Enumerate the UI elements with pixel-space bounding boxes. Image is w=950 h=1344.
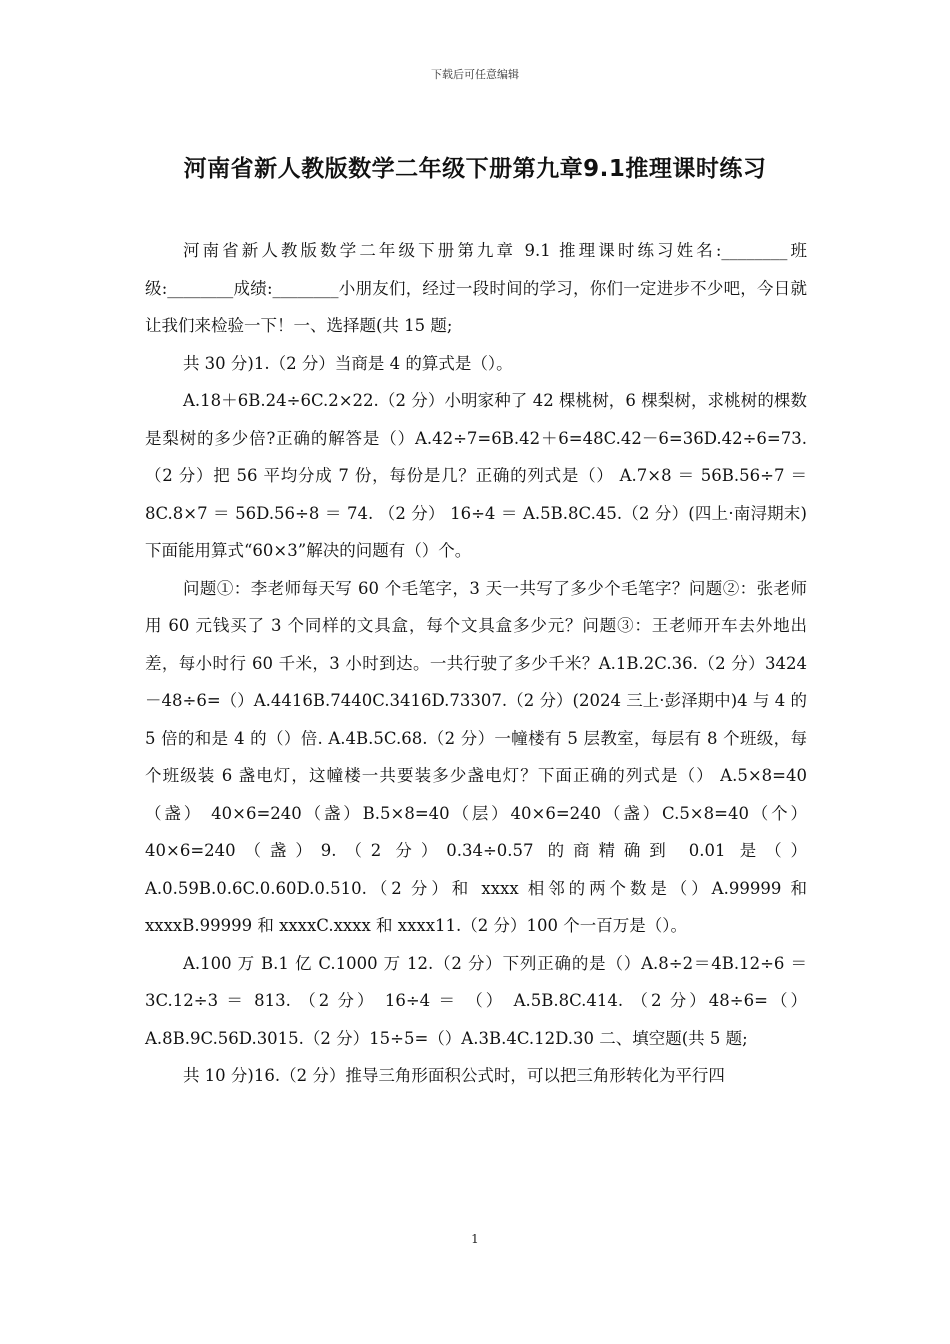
- paragraph: 共 30 分)1.（2 分）当商是 4 的算式是（）。: [182, 353, 513, 373]
- paragraph: A.100 万 B.1 亿 C.1000 万 12.（2 分）下列正确的是（）A.8÷2＝4B.12÷6 ＝ 3C.12÷3 ＝ 813. （2 分） 16÷4 ＝ （） A.5B.8C.414. （2 分）48÷6=（）A.8B.9C.56D.3015.（2 分）15÷5=（）A.3B.4C.12D.30 二、填空题(共 5 题;: [145, 953, 807, 1048]
- paragraph: 共 10 分)16.（2 分）推导三角形面积公式时，可以把三角形转化为平行四: [182, 1066, 725, 1085]
- paragraph: 问题①：李老师每天写 60 个毛笔字，3 天一共写了多少个毛笔字？问题②：张老师用 60 元钱买了 3 个同样的文具盒，每个文具盒多少元？问题③：王老师开车去外地出差，每小时行 60 千米，3 小时到达。一共行驶了多少千米？A.1B.2C.36.（2 分）3424－48÷6=（）A.4416B.7440C.3416D.73307.（2 分）(2024 三上·彭泽期中)4 与 4 的 5 倍的和是 4 的（）倍. A.4B.5C.68.（2 分）一幢楼有 5 层教室，每层有 8 个班级，每个班级装 6 盏电灯，这幢楼一共要装多少盏电灯？下面正确的列式是（） A.5×8=40 （盏） 40×6=240（盏）B.5×8=40（层）40×6=240（盏）C.5×8=40（个）40×6=240（盏）9.（2 分）0.34÷0.57 的商精确到 0.01 是（）A.0.59B.0.6C.0.60D.0.510.（2 分）和 xxxx 相邻的两个数是（）A.99999 和 xxxxB.99999 和 xxxxC.xxxx 和 xxxx11.（2 分）100 个一百万是（）。: [145, 578, 807, 935]
- document-body: [145, 232, 807, 1095]
- page-header: 下载后可任意编辑: [431, 68, 519, 81]
- paragraph: 河南省新人教版数学二年级下册第九章 9.1 推理课时练习姓名:________班级:________成绩:________小朋友们，经过一段时间的学习，你们一定进步不少吧，今日就让我们来检验一下！一、选择题(共 15 题;: [145, 241, 807, 335]
- page-number: 1: [471, 1232, 479, 1246]
- paragraph: A.18＋6B.24÷6C.2×22.（2 分）小明家种了 42 棵桃树，6 棵梨树，求桃树的棵数是梨树的多少倍?正确的解答是（）A.42÷7=6B.42＋6=48C.42－6=36D.42÷6=73.（2 分）把 56 平均分成 7 份，每份是几？正确的列式是（） A.7×8 ＝ 56B.56÷7 ＝ 8C.8×7 ＝ 56D.56÷8 ＝ 74. （2 分） 16÷4 ＝ A.5B.8C.45.（2 分）(四上·南浔期末)下面能用算式“60×3”解决的问题有（）个。: [145, 391, 807, 560]
- document-title: 河南省新人教版数学二年级下册第九章9.1推理课时练习: [183, 156, 767, 182]
